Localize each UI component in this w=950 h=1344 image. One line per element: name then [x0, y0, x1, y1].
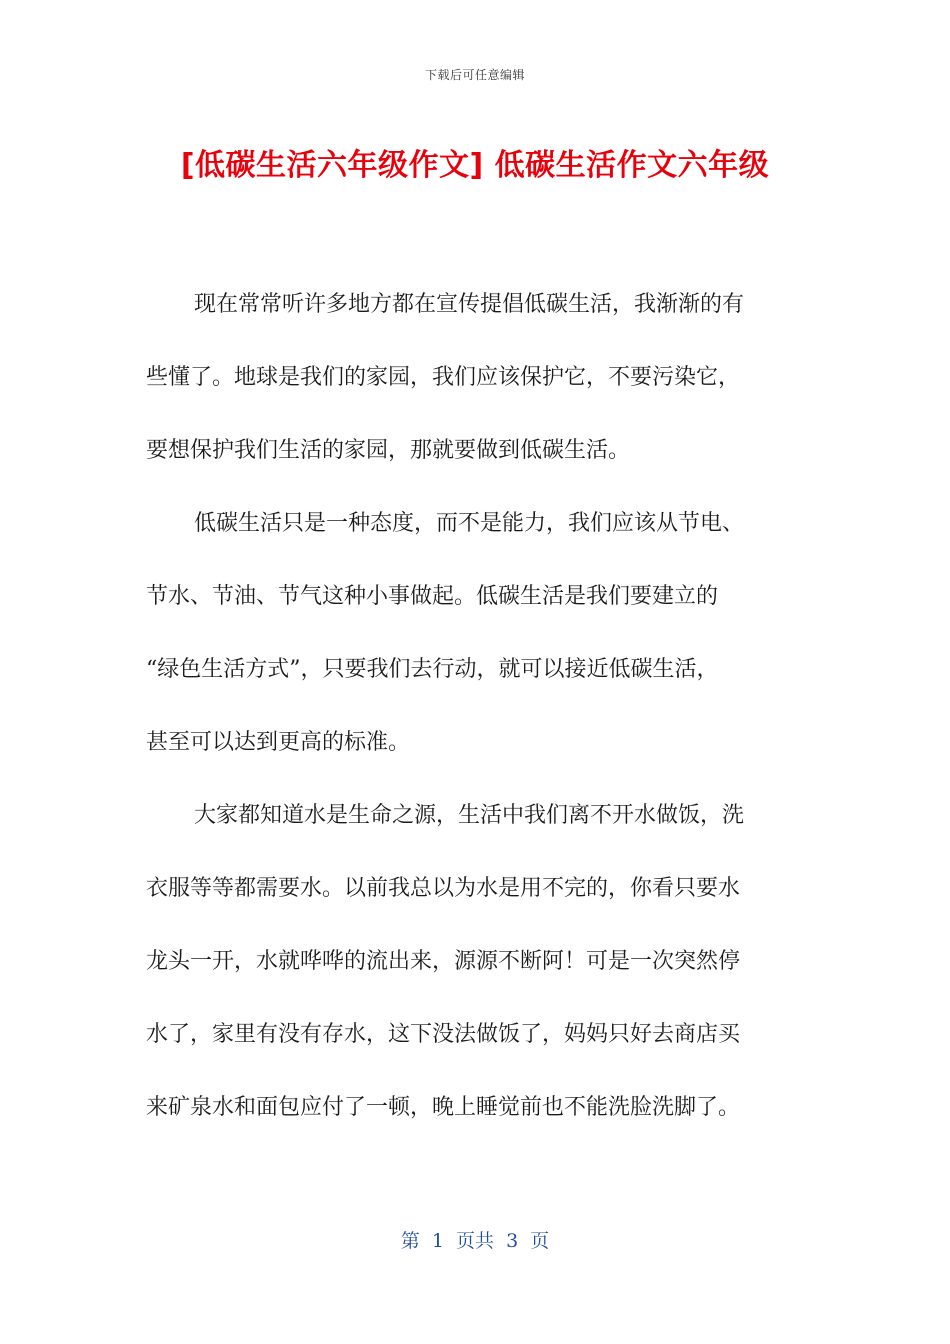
paragraph-line: 来矿泉水和面包应付了一顿，晚上睡觉前也不能洗脸洗脚了。: [146, 1095, 741, 1120]
document-body: [146, 268, 798, 1144]
paragraph-line: 衣服等等都需要水。以前我总以为水是用不完的，你看只要水: [146, 876, 741, 901]
paragraph-line: 要想保护我们生活的家园，那就要做到低碳生活。: [146, 438, 631, 463]
paragraph-line: 些懂了。地球是我们的家园，我们应该保护它，不要污染它，: [146, 365, 741, 390]
paragraph-line: 大家都知道水是生命之源，生活中我们离不开水做饭，洗: [194, 803, 745, 828]
paragraph-line: “绿色生活方式”，只要我们去行动，就可以接近低碳生活，: [146, 657, 719, 682]
paragraph-2: [146, 487, 798, 779]
paragraph-line: 水了，家里有没有存水，这下没法做饭了，妈妈只好去商店买: [146, 1022, 741, 1047]
document-title: [低碳生活六年级作文] 低碳生活作文六年级: [180, 148, 770, 183]
header-note: 下载后可任意编辑: [424, 68, 525, 82]
paragraph-1: [146, 268, 798, 487]
paragraph-3: [146, 779, 798, 1144]
paragraph-line: 低碳生活只是一种态度，而不是能力，我们应该从节电、: [194, 511, 745, 536]
paragraph-line: 甚至可以达到更高的标准。: [146, 730, 411, 755]
paragraph-line: 现在常常听许多地方都在宣传提倡低碳生活，我渐渐的有: [194, 292, 745, 317]
paragraph-line: 龙头一开，水就哗哗的流出来，源源不断阿！可是一次突然停: [146, 949, 741, 974]
paragraph-line: 节水、节油、节气这种小事做起。低碳生活是我们要建立的: [146, 584, 719, 609]
page-footer: 第 1 页共 3 页: [400, 1230, 550, 1252]
